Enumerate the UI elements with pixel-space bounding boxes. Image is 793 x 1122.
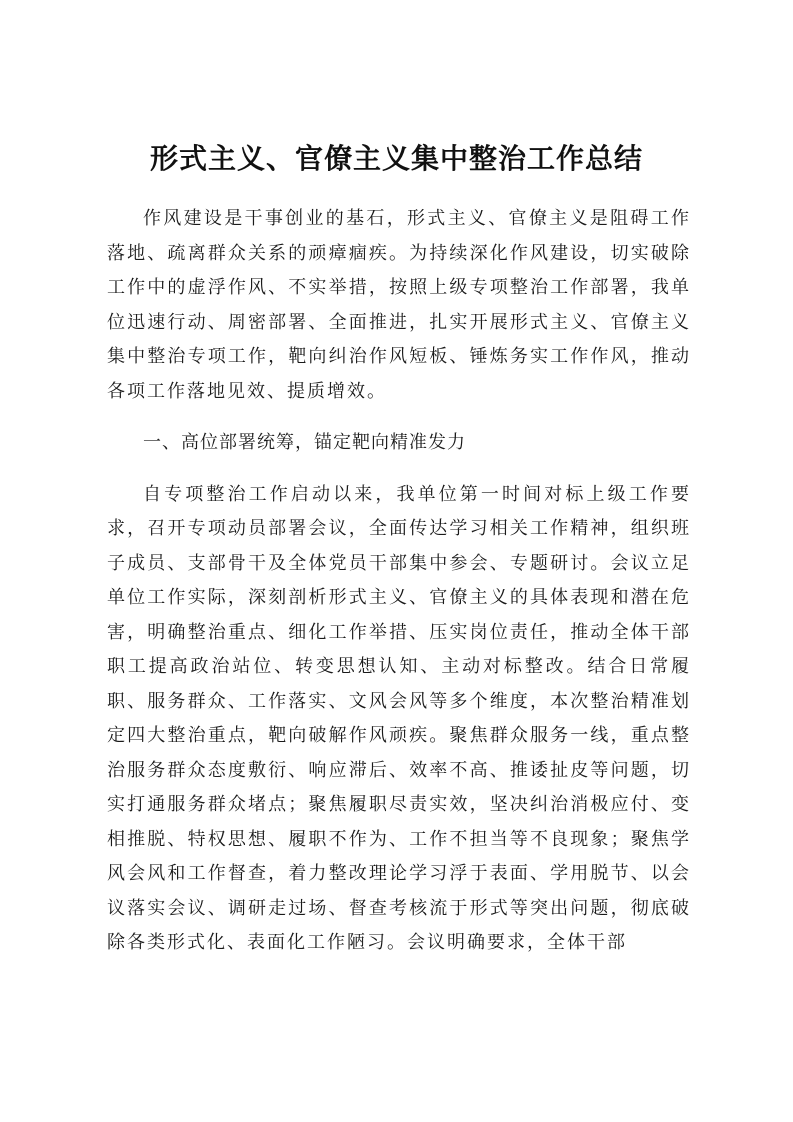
document-title: 形式主义、官僚主义集中整治工作总结 [149, 142, 643, 175]
intro-paragraph: 作风建设是干事创业的基石，形式主义、官僚主义是阻碍工作落地、疏离群众关系的顽瘴痼疾。为持续深化作风建设，切实破除工作中的虚浮作风、不实举措，按照上级专项整治工作部署，我单位迅速行动、周密部署、全面推进，扎实开展形式主义、官僚主义集中整治专项工作，靶向纠治作风短板、锤炼务实工作作风，推动各项工作落地见效、提质增效。 [107, 208, 691, 402]
section-paragraph: 自专项整治工作启动以来，我单位第一时间对标上级工作要求，召开专项动员部署会议，全面传达学习相关工作精神，组织班子成员、支部骨干及全体党员干部集中参会、专题研讨。会议立足单位工作实际，深刻剖析形式主义、官僚主义的具体表现和潜在危害，明确整治重点、细化工作举措、压实岗位责任，推动全体干部职工提高政治站位、转变思想认知、主动对标整改。结合日常履职、服务群众、工作落实、文风会风等多个维度，本次整治精准划定四大整治重点，靶向破解作风顽疾。聚焦群众服务一线，重点整治服务群众态度敷衍、响应滞后、效率不高、推诿扯皮等问题，切实打通服务群众堵点；聚焦履职尽责实效，坚决纠治消极应付、变相推脱、特权思想、履职不作为、工作不担当等不良现象；聚焦学风会风和工作督查，着力整改理论学习浮于表面、学用脱节、以会议落实会议、调研走过场、督查考核流于形式等突出问题，彻底破除各类形式化、表面化工作陋习。会议明确要求，全体干部 [107, 483, 691, 953]
document-body [107, 190, 691, 961]
section-heading: 一、高位部署统筹，锚定靶向精准发力 [143, 432, 466, 453]
